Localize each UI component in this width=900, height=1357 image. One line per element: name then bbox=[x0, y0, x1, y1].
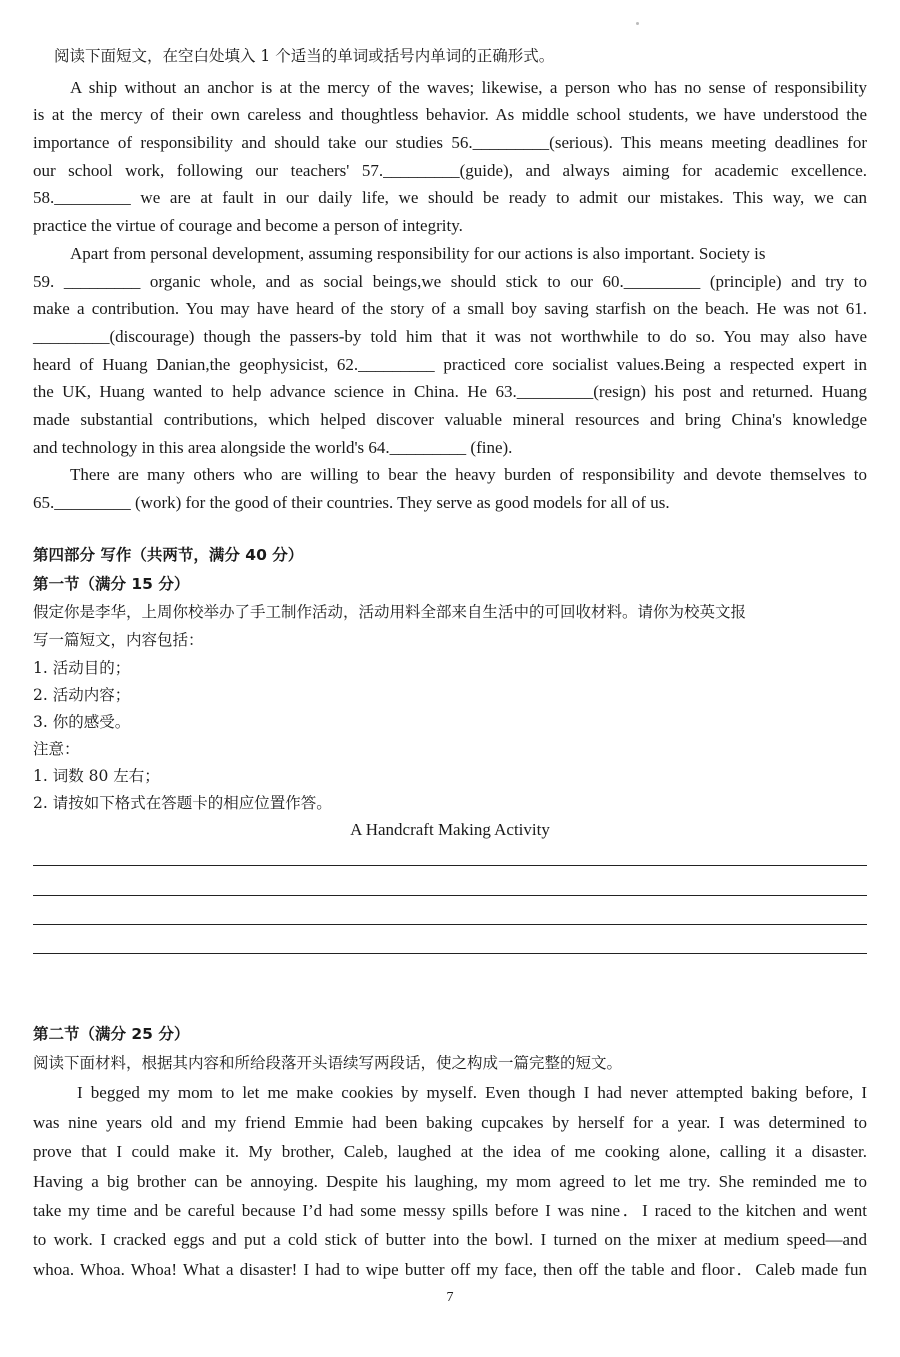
cloze-line: 59. _________ organic whole, and as social beings,we should stick to our 60._________ (principle) and try to bbox=[33, 272, 867, 291]
cloze-line: _________(discourage) though the passers-by told him that it was not worthwhile to do so. You may also have bbox=[33, 327, 867, 346]
cloze-line: our school work, following our teachers' 57._________(guide), and always aiming for academic excellence. bbox=[33, 161, 867, 180]
writing-part-title: 第四部分 写作（共两节，满分 40 分） bbox=[33, 546, 304, 564]
section1-prompt: 假定你是李华，上周你校举办了手工制作活动，活动用料全部来自生活中的可回收材料。请你为校英文报 bbox=[33, 603, 747, 621]
section2-title: 第二节（满分 25 分） bbox=[33, 1025, 190, 1043]
page-number: 7 bbox=[446, 1290, 454, 1305]
essay-title: A Handcraft Making Activity bbox=[350, 820, 550, 839]
story-line: I begged my mom to let me make cookies by myself. Even though I had never attempted baking before, I bbox=[77, 1083, 867, 1102]
section2-instruction: 阅读下面材料，根据其内容和所给段落开头语续写两段话，使之构成一篇完整的短文。 bbox=[33, 1054, 623, 1072]
cloze-line: the UK, Huang wanted to help advance science in China. He 63._________(resign) his post and returned. Huang bbox=[33, 382, 867, 401]
cloze-line: There are many others who are willing to bear the heavy burden of responsibility and devote themselves to bbox=[70, 465, 867, 484]
answer-line bbox=[33, 865, 867, 866]
section1-note: 1. 词数 80 左右； bbox=[33, 767, 160, 785]
cloze-line: make a contribution. You may have heard of the story of a small boy saving starfish on the beach. He was not 61. bbox=[33, 299, 867, 318]
story-line: whoa. Whoa. Whoa! What a disaster! I had to wipe butter off my face, then off the table and floor．Caleb made fun bbox=[33, 1260, 867, 1279]
story-line: prove that I could make it. My brother, Caleb, laughed at the idea of me cooking alone, calling it a disaster. bbox=[33, 1142, 867, 1161]
section1-item: 1. 活动目的； bbox=[33, 659, 131, 677]
story-line: was nine years old and my friend Emmie had been baking cupcakes by herself for a year. I was determined to bbox=[33, 1113, 867, 1132]
cloze-line: practice the virtue of courage and become a person of integrity. bbox=[33, 216, 463, 235]
cloze-line: importance of responsibility and should take our studies 56._________(serious). This means meeting deadlines for bbox=[33, 133, 867, 152]
answer-line bbox=[33, 924, 867, 925]
cloze-line: 58._________ we are at fault in our daily life, we should be ready to admit our mistakes. This way, we can bbox=[33, 188, 867, 207]
story-line: take my time and be careful because I’d had some messy spills before I was nine．I raced to the kitchen and went bbox=[33, 1201, 867, 1220]
section1-item: 2. 活动内容； bbox=[33, 686, 131, 704]
section1-note: 2. 请按如下格式在答题卡的相应位置作答。 bbox=[33, 794, 332, 812]
cloze-instruction: 阅读下面短文，在空白处填入 1 个适当的单词或括号内单词的正确形式。 bbox=[54, 47, 555, 65]
cloze-line: made substantial contributions, which helped discover valuable mineral resources and bring China's knowledge bbox=[33, 410, 867, 429]
cloze-line: heard of Huang Danian,the geophysicist, 62._________ practiced core socialist values.Being a respected expert in bbox=[33, 355, 867, 374]
answer-line bbox=[33, 895, 867, 896]
cloze-line: 65._________ (work) for the good of their countries. They serve as good models for all of us. bbox=[33, 493, 670, 512]
section1-notes-label: 注意： bbox=[33, 740, 80, 758]
cloze-line: and technology in this area alongside the world's 64._________ (fine). bbox=[33, 438, 513, 457]
cloze-line: Apart from personal development, assuming responsibility for our actions is also important. Society is bbox=[70, 244, 766, 263]
cloze-line: is at the mercy of their own careless and thoughtless behavior. As middle school students, we have understood the bbox=[33, 105, 867, 124]
story-line: to work. I cracked eggs and put a cold stick of butter into the bowl. I turned on the mixer at medium speed—and bbox=[33, 1230, 867, 1249]
section1-title: 第一节（满分 15 分） bbox=[33, 575, 190, 593]
answer-line bbox=[33, 953, 867, 954]
section1-item: 3. 你的感受。 bbox=[33, 713, 131, 731]
story-line: Having a big brother can be annoying. Despite his laughing, my mom agreed to let me try. She reminded me to bbox=[33, 1172, 867, 1191]
section1-prompt: 写一篇短文，内容包括： bbox=[33, 631, 204, 649]
scan-dot bbox=[636, 22, 639, 25]
cloze-line: A ship without an anchor is at the mercy of the waves; likewise, a person who has no sense of responsibility bbox=[70, 78, 867, 97]
